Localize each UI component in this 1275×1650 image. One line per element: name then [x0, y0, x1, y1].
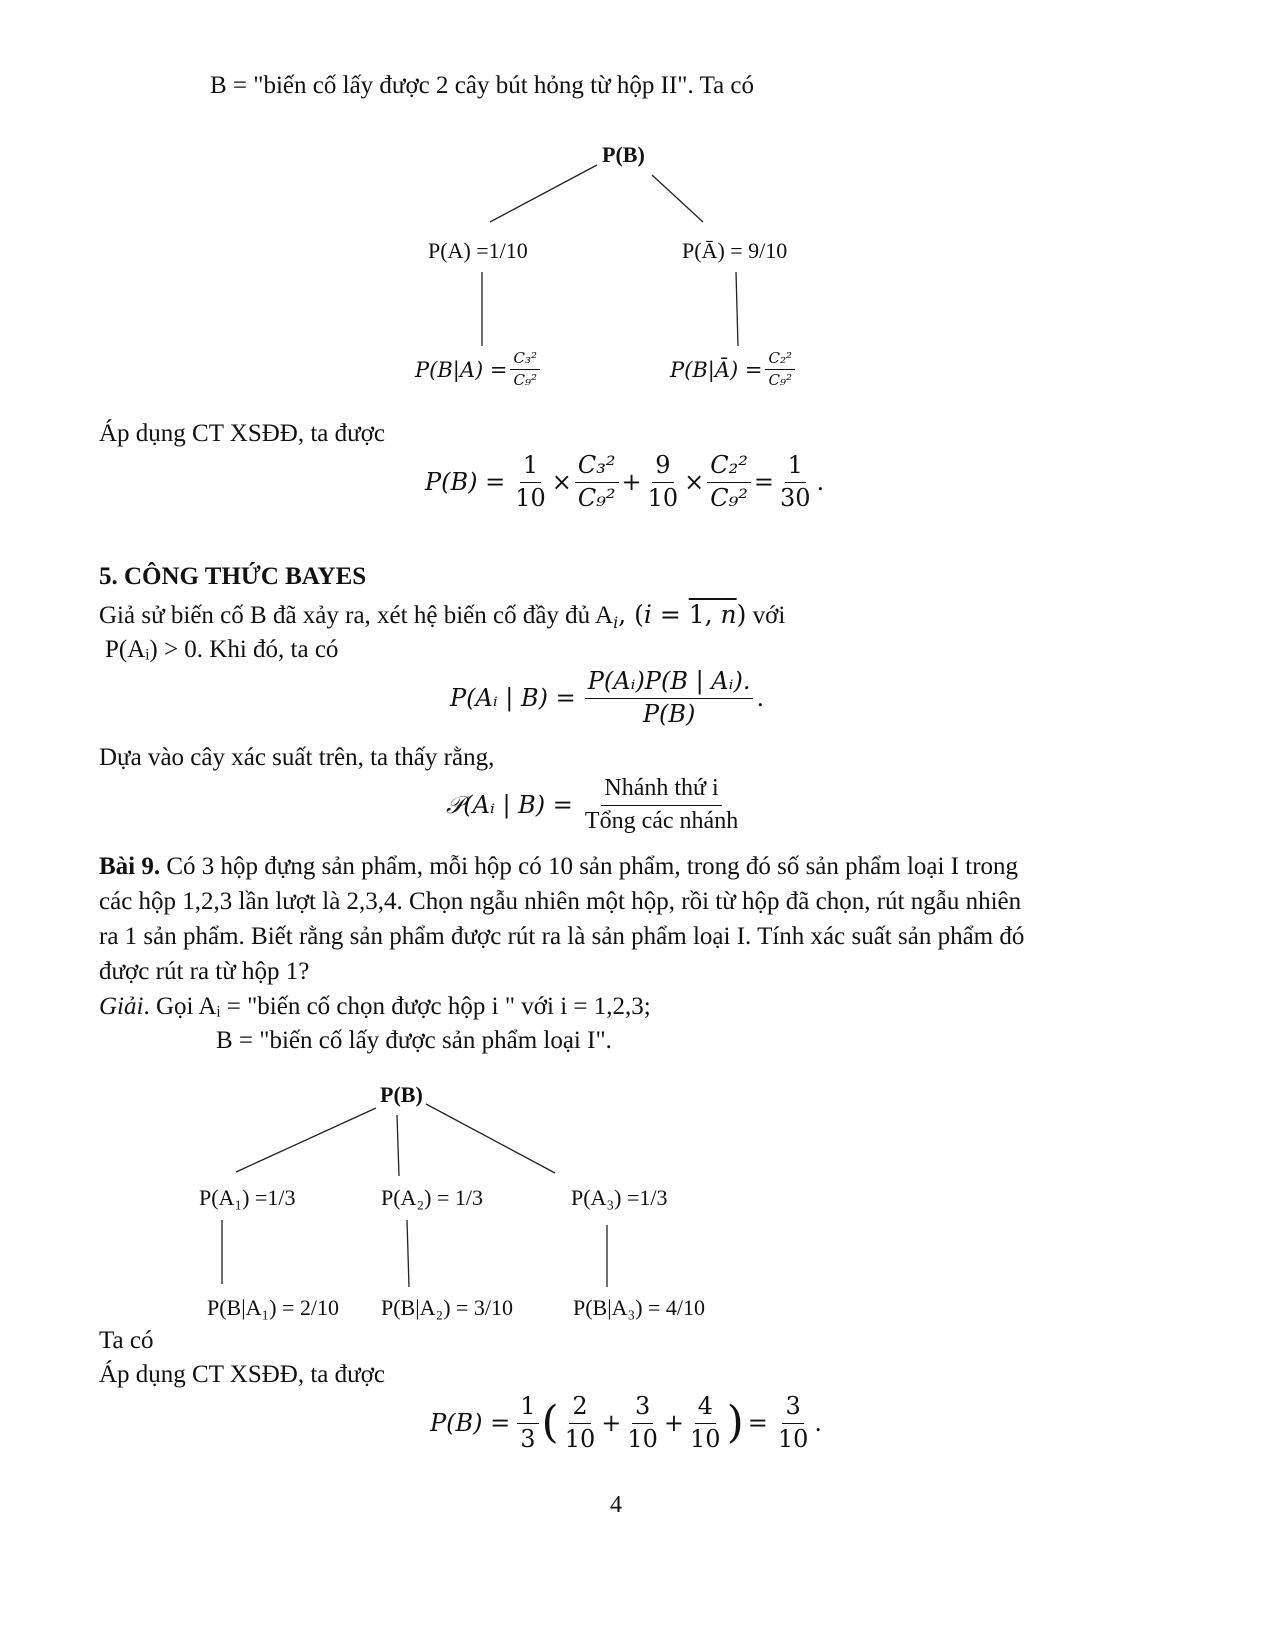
left-paren: ( — [541, 1397, 559, 1449]
fraction-numerator: 1 — [785, 452, 806, 483]
tree1-left-leaf — [415, 350, 543, 390]
fraction-numerator: C₂² — [707, 452, 751, 483]
exercise-text: Có 3 hộp đựng sản phẩm, mỗi hộp có 10 sản phẩm, trong đó số sản phẩm loại I trong — [166, 853, 1019, 880]
tree2-node-a1: P(A₁) =1/3 — [199, 1185, 296, 1210]
fraction-numerator: 3 — [632, 1393, 653, 1424]
fraction-numerator: Nhánh thứ i — [601, 775, 721, 806]
fraction-denominator: C₉² — [768, 371, 792, 390]
fraction-denominator: 10 — [564, 1424, 596, 1453]
fraction — [777, 452, 814, 512]
fraction-denominator: 10 — [515, 483, 546, 512]
bayes-condition-line: P(Aᵢ) > 0. Khi đó, ta có — [105, 636, 339, 663]
fraction-numerator: 3 — [782, 1393, 803, 1424]
exercise-9-line-4: được rút ra từ hộp 1? — [99, 958, 310, 985]
solution-line-1 — [99, 993, 651, 1021]
tree2-leaf-b3: P(B|A₃) = 4/10 — [573, 1295, 706, 1320]
fraction — [687, 1393, 724, 1453]
times-sign: × — [551, 468, 572, 497]
tree1-right-leaf — [670, 350, 798, 390]
bayes-formula — [450, 668, 764, 728]
equals-sign: = — [753, 468, 774, 497]
solution-text: . Gọi Aᵢ = "biến cố chọn được hộp i " với i = 1,2,3; — [143, 993, 651, 1020]
fraction-numerator: 4 — [695, 1393, 716, 1424]
fraction-denominator: P(B) — [642, 699, 696, 728]
tree2-node-a2: P(A₂) = 1/3 — [381, 1185, 483, 1210]
apply-total-probability-line-2: Áp dụng CT XSĐĐ, ta được — [99, 1361, 386, 1388]
fraction-numerator: 2 — [569, 1393, 590, 1424]
fraction-numerator: 1 — [517, 1393, 538, 1424]
tree2-leaf-b2: P(B|A₂) = 3/10 — [381, 1295, 514, 1320]
times-sign: × — [684, 468, 705, 497]
exercise-9-line-1 — [99, 853, 1018, 881]
right-paren: ) — [726, 1397, 744, 1449]
tree1-root: P(B) — [602, 142, 645, 167]
tree1-left-node: P(A) =1/10 — [428, 238, 528, 263]
period: . — [816, 468, 825, 497]
fraction-denominator: Tổng các nhánh — [584, 807, 739, 834]
plus-sign: + — [621, 468, 642, 497]
fraction-denominator: C₉² — [513, 371, 537, 390]
formula-total-probability-2 — [430, 1393, 822, 1453]
tree-observation-line: Dựa vào cây xác suất trên, ta thấy rằng, — [99, 744, 495, 771]
tree2-leaf-b1: P(B|A₁) = 2/10 — [207, 1295, 340, 1320]
fraction-denominator: 10 — [627, 1424, 658, 1453]
fraction-denominator: 10 — [690, 1424, 721, 1453]
fraction-numerator: C₂² — [765, 350, 795, 370]
ta-co-line: Ta có — [99, 1327, 154, 1354]
branch-ratio-formula — [446, 775, 744, 835]
fraction-denominator: 10 — [777, 1424, 809, 1453]
period: . — [756, 684, 765, 713]
plus-sign: + — [663, 1409, 685, 1438]
fraction — [585, 668, 754, 728]
section-title: 5. CÔNG THỨC BAYES — [99, 563, 367, 590]
page-number: 4 — [610, 1492, 622, 1518]
fraction-denominator: 30 — [780, 483, 811, 512]
formula-lhs: P(B) = — [430, 1409, 511, 1438]
tree2-root: P(B) — [380, 1082, 423, 1107]
formula-total-probability-1 — [425, 452, 824, 512]
formula-lhs: P(B) = — [425, 468, 506, 497]
tree1-right-leaf-fraction — [765, 350, 795, 390]
apply-total-probability-line-1: Áp dụng CT XSĐĐ, ta được — [99, 420, 386, 447]
formula-lhs: 𝒫(Aᵢ | B) = — [446, 791, 573, 820]
fraction-numerator: C₃² — [510, 350, 540, 370]
exercise-label: Bài 9. — [99, 853, 161, 880]
period: . — [814, 1409, 823, 1438]
fraction — [562, 1393, 599, 1453]
fraction-denominator: 10 — [647, 483, 679, 512]
fraction-denominator: C₉² — [710, 483, 748, 512]
tree1-right-leaf-label: P(B|Ā) = — [670, 357, 763, 382]
tree2-node-a3: P(A₃) =1/3 — [571, 1185, 668, 1210]
solution-line-2: B = "biến cố lấy được sản phẩm loại I". — [216, 1027, 612, 1054]
bayes-intro-line: Giả sử biến cố B đã xảy ra, xét hệ biến cố đầy đủ $A_i$, (i = 1, n) với — [99, 600, 786, 632]
fraction — [582, 775, 741, 835]
solution-label: Giải — [99, 993, 144, 1020]
fraction-denominator: C₉² — [577, 483, 616, 512]
fraction — [707, 452, 751, 512]
fraction — [624, 1393, 661, 1453]
fraction-numerator: C₃² — [575, 452, 619, 483]
fraction — [512, 452, 549, 512]
tree1-right-node: P(Ā) = 9/10 — [682, 238, 788, 263]
fraction — [645, 452, 682, 512]
bayes-intro-with: với — [752, 602, 786, 629]
fraction-numerator: 9 — [652, 452, 673, 483]
fraction-denominator: 3 — [520, 1424, 536, 1453]
bayes-intro-text: Giả sử biến cố B đã xảy ra, xét hệ biến cố đầy đủ A — [99, 602, 614, 629]
tree1-left-leaf-fraction — [510, 350, 540, 390]
plus-sign: + — [601, 1409, 622, 1438]
tree1-left-leaf-label: P(B|A) = — [415, 357, 508, 382]
b-definition-line: B = "biến cố lấy được 2 cây bút hỏng từ hộp II". Ta có — [210, 72, 755, 99]
exercise-9-line-3: ra 1 sản phẩm. Biết rằng sản phẩm được rút ra là sản phẩm loại I. Tính xác suất sản phẩm đó — [99, 923, 1025, 950]
fraction — [517, 1393, 538, 1453]
fraction-numerator: 1 — [520, 452, 541, 483]
fraction — [575, 452, 619, 512]
formula-lhs: P(Aᵢ | B) = — [450, 684, 576, 713]
fraction — [775, 1393, 812, 1453]
fraction-numerator: P(Aᵢ)P(B | Aᵢ). — [585, 668, 754, 699]
exercise-9-line-2: các hộp 1,2,3 lần lượt là 2,3,4. Chọn ngẫu nhiên một hộp, rồi từ hộp đã chọn, rút ngẫu nhiên — [99, 888, 1022, 915]
equals-sign: = — [747, 1409, 768, 1438]
